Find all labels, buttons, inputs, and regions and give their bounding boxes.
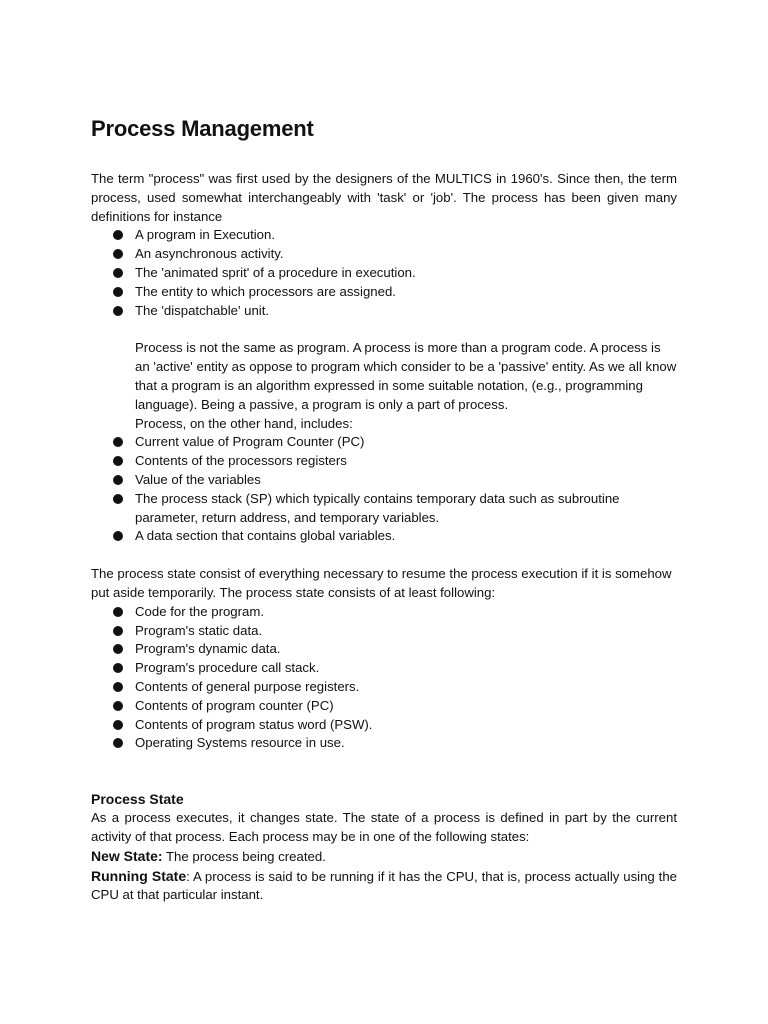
process-state-heading: Process State bbox=[91, 791, 184, 808]
spacer bbox=[91, 753, 677, 790]
bullet-icon bbox=[113, 475, 123, 485]
page-title: Process Management bbox=[91, 116, 314, 141]
list-item: Operating Systems resource in use. bbox=[135, 734, 677, 753]
list-item: Program's procedure call stack. bbox=[135, 659, 677, 678]
includes-intro: Process, on the other hand, includes: bbox=[135, 415, 353, 431]
bullet-icon bbox=[113, 738, 123, 748]
running-state-term: Running State bbox=[91, 867, 187, 884]
document-content bbox=[91, 114, 677, 905]
list-item: The process stack (SP) which typically contains temporary data such as subroutine parameter, return address, and temporary variables. bbox=[135, 490, 677, 528]
bullet-icon bbox=[113, 230, 123, 240]
spacer bbox=[91, 546, 677, 565]
state-items-list bbox=[91, 603, 677, 753]
list-item: Contents of the processors registers bbox=[135, 452, 677, 471]
bullet-icon bbox=[113, 607, 123, 617]
bullet-icon bbox=[113, 268, 123, 278]
list-item: Value of the variables bbox=[135, 471, 677, 490]
bullet-icon bbox=[113, 682, 123, 692]
list-item: Current value of Program Counter (PC) bbox=[135, 433, 677, 452]
new-state-desc: The process being created. bbox=[162, 848, 326, 864]
spacer bbox=[91, 320, 677, 339]
process-vs-program-paragraph: Process is not the same as program. A process is more than a program code. A process is an 'active' entity as oppose to program which consider to be a 'passive' entity. As we all know that a program is an algorithm expressed in some suitable notation, (e.g., programming language). Being a passive, a program is only a part of process. bbox=[135, 340, 677, 412]
list-item: An asynchronous activity. bbox=[135, 245, 677, 264]
definitions-list bbox=[91, 226, 677, 320]
bullet-icon bbox=[113, 494, 123, 504]
bullet-icon bbox=[113, 306, 123, 316]
bullet-icon bbox=[113, 644, 123, 654]
bullet-icon bbox=[113, 437, 123, 447]
running-state-desc: : A process is said to be running if it has the CPU, that is, process actually using the CPU at that particular instant. bbox=[91, 868, 677, 903]
state-intro-paragraph: The process state consist of everything necessary to resume the process execution if it is somehow put aside temporarily. The process state consists of at least following: bbox=[91, 566, 672, 600]
list-item: Code for the program. bbox=[135, 603, 677, 622]
list-item: Contents of program counter (PC) bbox=[135, 697, 677, 716]
bullet-icon bbox=[113, 720, 123, 730]
includes-list bbox=[91, 433, 677, 546]
bullet-icon bbox=[113, 287, 123, 297]
list-item: A program in Execution. bbox=[135, 226, 677, 245]
list-item: The 'animated sprit' of a procedure in execution. bbox=[135, 264, 677, 283]
new-state-term: New State: bbox=[91, 847, 163, 864]
bullet-icon bbox=[113, 626, 123, 636]
list-item: Program's dynamic data. bbox=[135, 640, 677, 659]
new-state-paragraph bbox=[91, 847, 677, 867]
intro-paragraph: The term "process" was first used by the designers of the MULTICS in 1960's. Since then, the term process, used somewhat interchangeably with 'task' or 'job'. The process has been given many definitions for instance bbox=[91, 171, 677, 224]
list-item: The entity to which processors are assigned. bbox=[135, 283, 677, 302]
list-item: Contents of general purpose registers. bbox=[135, 678, 677, 697]
process-state-intro: As a process executes, it changes state. The state of a process is defined in part by the current activity of that process. Each process may be in one of the following states: bbox=[91, 810, 677, 844]
running-state-paragraph bbox=[91, 867, 677, 906]
bullet-icon bbox=[113, 456, 123, 466]
bullet-icon bbox=[113, 701, 123, 711]
bullet-icon bbox=[113, 663, 123, 673]
bullet-icon bbox=[113, 531, 123, 541]
list-item: Contents of program status word (PSW). bbox=[135, 716, 677, 735]
list-item: Program's static data. bbox=[135, 622, 677, 641]
list-item: The 'dispatchable' unit. bbox=[135, 302, 677, 321]
list-item: A data section that contains global variables. bbox=[135, 527, 677, 546]
bullet-icon bbox=[113, 249, 123, 259]
